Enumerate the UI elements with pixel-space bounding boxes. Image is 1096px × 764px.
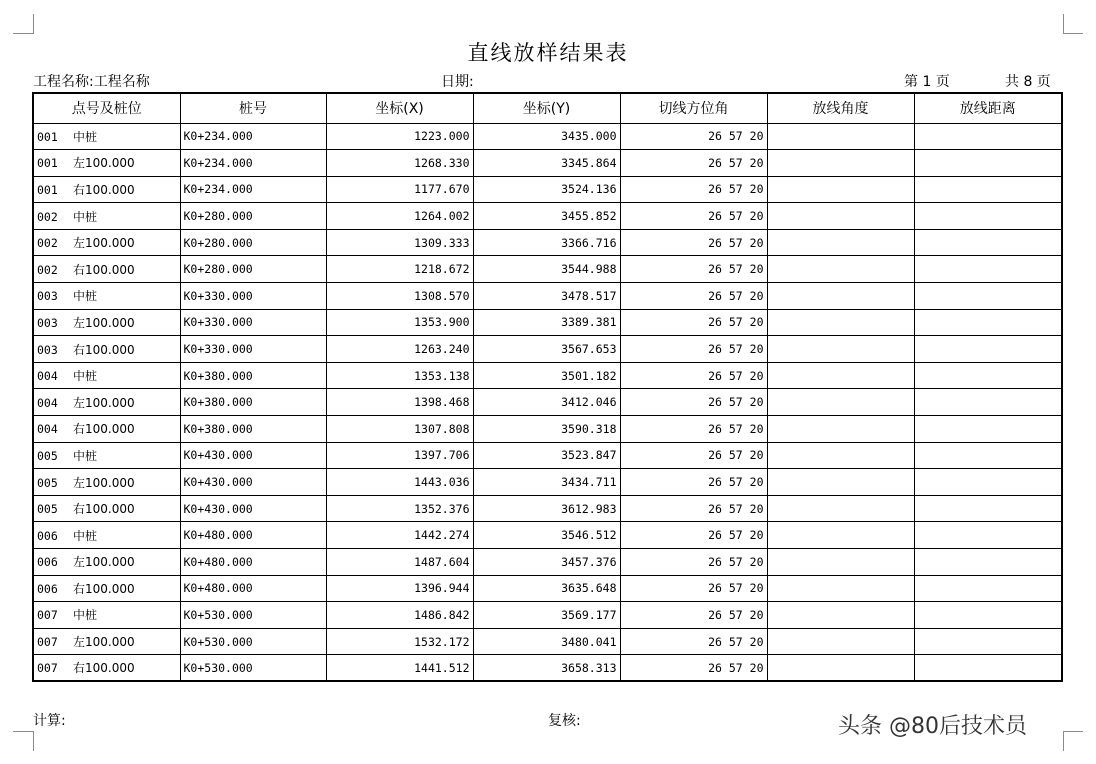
cell-point [33,362,180,389]
table-row [33,416,1062,443]
cell-stakeout-angle [767,389,914,416]
cell-coord-y: 3455.852 [473,203,620,230]
cell-point [33,575,180,602]
cell-stakeout-distance [914,495,1062,522]
cell-tangent-azimuth: 26 57 20 [620,362,767,389]
cell-point [33,229,180,256]
cell-stakeout-angle [767,549,914,576]
stake-position: 右100.000 [73,262,135,277]
cell-coord-x: 1177.670 [326,176,473,203]
header-station: 桩号 [180,93,326,123]
cell-stakeout-distance [914,336,1062,363]
cell-stakeout-distance [914,602,1062,629]
stake-position: 左100.000 [73,555,135,570]
stake-position: 左100.000 [73,156,135,171]
cell-stakeout-angle [767,628,914,655]
table-row [33,362,1062,389]
cell-tangent-azimuth: 26 57 20 [620,176,767,203]
cell-point [33,389,180,416]
header-coord-y: 坐标(Y) [473,93,620,123]
cell-coord-x: 1353.900 [326,309,473,336]
point-id: 005 [37,448,58,463]
point-id: 005 [37,502,58,517]
cell-station: K0+480.000 [180,549,326,576]
stake-position: 左100.000 [73,236,135,251]
cell-station: K0+530.000 [180,628,326,655]
header-coord-x: 坐标(X) [326,93,473,123]
cell-stakeout-angle [767,203,914,230]
point-id: 001 [37,182,58,197]
date-label: 日期: [441,74,474,90]
cell-tangent-azimuth: 26 57 20 [620,389,767,416]
cell-coord-x: 1307.808 [326,416,473,443]
cell-stakeout-distance [914,229,1062,256]
cell-point [33,176,180,203]
cell-coord-y: 3389.381 [473,309,620,336]
cell-station: K0+380.000 [180,362,326,389]
point-id: 006 [37,555,58,570]
stake-position: 左100.000 [73,395,135,410]
cell-tangent-azimuth: 26 57 20 [620,283,767,310]
cell-coord-y: 3544.988 [473,256,620,283]
stake-position: 中桩 [73,129,98,144]
cell-stakeout-angle [767,522,914,549]
cell-point [33,309,180,336]
stake-position: 左100.000 [73,635,135,650]
stake-position: 右100.000 [73,502,135,517]
cell-coord-y: 3658.313 [473,655,620,682]
cell-stakeout-angle [767,309,914,336]
point-id: 006 [37,581,58,596]
cell-tangent-azimuth: 26 57 20 [620,336,767,363]
cell-tangent-azimuth: 26 57 20 [620,549,767,576]
cell-stakeout-distance [914,442,1062,469]
point-id: 003 [37,315,58,330]
cell-stakeout-angle [767,575,914,602]
table-row [33,309,1062,336]
cell-point [33,416,180,443]
table-row [33,495,1062,522]
point-id: 005 [37,475,58,490]
cell-station: K0+330.000 [180,309,326,336]
checked-by-label: 复核: [548,713,581,729]
cell-tangent-azimuth: 26 57 20 [620,256,767,283]
crop-mark [1063,14,1064,34]
cell-coord-x: 1443.036 [326,469,473,496]
cell-coord-x: 1223.000 [326,123,473,150]
table-row [33,655,1062,682]
crop-mark [13,731,33,732]
cell-point [33,495,180,522]
cell-coord-x: 1308.570 [326,283,473,310]
stake-position: 中桩 [73,209,98,224]
cell-coord-x: 1442.274 [326,522,473,549]
cell-stakeout-angle [767,176,914,203]
crop-mark [13,33,33,34]
document-title: 直线放样结果表 [467,41,629,65]
cell-stakeout-distance [914,549,1062,576]
cell-stakeout-angle [767,602,914,629]
cell-tangent-azimuth: 26 57 20 [620,123,767,150]
cell-coord-y: 3501.182 [473,362,620,389]
cell-coord-y: 3569.177 [473,602,620,629]
cell-tangent-azimuth: 26 57 20 [620,229,767,256]
cell-station: K0+430.000 [180,495,326,522]
cell-tangent-azimuth: 26 57 20 [620,469,767,496]
stake-position: 中桩 [73,528,98,543]
cell-stakeout-distance [914,655,1062,682]
cell-tangent-azimuth: 26 57 20 [620,602,767,629]
cell-coord-y: 3523.847 [473,442,620,469]
cell-stakeout-angle [767,283,914,310]
point-id: 007 [37,661,58,676]
header-stakeout-distance: 放线距离 [914,93,1062,123]
header-point-and-position: 点号及桩位 [33,93,180,123]
cell-coord-x: 1486.842 [326,602,473,629]
cell-coord-y: 3567.653 [473,336,620,363]
cell-coord-y: 3635.648 [473,575,620,602]
cell-coord-y: 3546.512 [473,522,620,549]
cell-stakeout-angle [767,655,914,682]
cell-tangent-azimuth: 26 57 20 [620,442,767,469]
table-row [33,522,1062,549]
cell-point [33,283,180,310]
cell-station: K0+280.000 [180,229,326,256]
cell-stakeout-distance [914,309,1062,336]
cell-coord-x: 1264.002 [326,203,473,230]
cell-stakeout-angle [767,416,914,443]
page-number: 第 1 页 [904,74,950,90]
cell-stakeout-distance [914,283,1062,310]
table-row [33,229,1062,256]
cell-stakeout-angle [767,150,914,177]
table-row [33,549,1062,576]
cell-station: K0+280.000 [180,256,326,283]
header-tangent-azimuth: 切线方位角 [620,93,767,123]
point-id: 003 [37,342,58,357]
cell-tangent-azimuth: 26 57 20 [620,628,767,655]
stake-position: 右100.000 [73,422,135,437]
cell-station: K0+480.000 [180,575,326,602]
cell-station: K0+234.000 [180,123,326,150]
stake-position: 中桩 [73,608,98,623]
cell-stakeout-distance [914,256,1062,283]
table-row [33,575,1062,602]
crop-mark [33,14,34,34]
cell-coord-y: 3612.983 [473,495,620,522]
cell-stakeout-distance [914,416,1062,443]
cell-stakeout-distance [914,522,1062,549]
cell-coord-x: 1396.944 [326,575,473,602]
cell-tangent-azimuth: 26 57 20 [620,150,767,177]
point-id: 001 [37,129,58,144]
cell-stakeout-distance [914,389,1062,416]
crop-mark [1063,731,1064,751]
cell-stakeout-distance [914,123,1062,150]
table-row [33,442,1062,469]
cell-stakeout-angle [767,362,914,389]
crop-mark [1063,731,1083,732]
table-row [33,123,1062,150]
cell-stakeout-angle [767,123,914,150]
cell-stakeout-angle [767,229,914,256]
cell-station: K0+530.000 [180,602,326,629]
stake-position: 右100.000 [73,342,135,357]
cell-station: K0+234.000 [180,176,326,203]
cell-point [33,655,180,682]
point-id: 007 [37,608,58,623]
cell-tangent-azimuth: 26 57 20 [620,203,767,230]
cell-coord-x: 1441.512 [326,655,473,682]
cell-point [33,602,180,629]
cell-stakeout-angle [767,336,914,363]
cell-tangent-azimuth: 26 57 20 [620,575,767,602]
cell-stakeout-distance [914,176,1062,203]
cell-coord-y: 3366.716 [473,229,620,256]
stake-position: 中桩 [73,289,98,304]
point-id: 004 [37,395,58,410]
cell-coord-x: 1398.468 [326,389,473,416]
cell-stakeout-distance [914,150,1062,177]
point-id: 001 [37,156,58,171]
cell-stakeout-distance [914,628,1062,655]
cell-point [33,150,180,177]
cell-coord-y: 3434.711 [473,469,620,496]
cell-station: K0+330.000 [180,283,326,310]
table-row [33,176,1062,203]
total-pages: 共 8 页 [1005,74,1051,90]
cell-coord-y: 3590.318 [473,416,620,443]
crop-mark [1063,33,1083,34]
point-id: 006 [37,528,58,543]
table-row [33,389,1062,416]
crop-mark [33,731,34,751]
table-row [33,150,1062,177]
table-row [33,602,1062,629]
project-name-label: 工程名称:工程名称 [33,74,150,90]
cell-station: K0+380.000 [180,416,326,443]
cell-tangent-azimuth: 26 57 20 [620,655,767,682]
cell-coord-y: 3480.041 [473,628,620,655]
cell-stakeout-angle [767,442,914,469]
cell-tangent-azimuth: 26 57 20 [620,495,767,522]
cell-tangent-azimuth: 26 57 20 [620,522,767,549]
cell-coord-x: 1487.604 [326,549,473,576]
cell-tangent-azimuth: 26 57 20 [620,309,767,336]
cell-stakeout-angle [767,469,914,496]
cell-point [33,123,180,150]
cell-coord-y: 3457.376 [473,549,620,576]
point-id: 003 [37,289,58,304]
cell-station: K0+480.000 [180,522,326,549]
point-id: 002 [37,262,58,277]
cell-point [33,256,180,283]
cell-station: K0+330.000 [180,336,326,363]
watermark: 头条 @80后技术员 [838,714,1027,739]
cell-tangent-azimuth: 26 57 20 [620,416,767,443]
stake-position: 右100.000 [73,581,135,596]
header-stakeout-angle: 放线角度 [767,93,914,123]
cell-point [33,628,180,655]
cell-point [33,336,180,363]
cell-coord-y: 3478.517 [473,283,620,310]
cell-stakeout-distance [914,469,1062,496]
cell-coord-x: 1352.376 [326,495,473,522]
table-row [33,628,1062,655]
cell-coord-y: 3435.000 [473,123,620,150]
cell-coord-x: 1397.706 [326,442,473,469]
stake-position: 右100.000 [73,182,135,197]
cell-coord-x: 1309.333 [326,229,473,256]
stake-position: 左100.000 [73,475,135,490]
cell-station: K0+430.000 [180,442,326,469]
cell-point [33,522,180,549]
cell-station: K0+280.000 [180,203,326,230]
table-row [33,336,1062,363]
table-header-row [33,93,1062,123]
table-row [33,283,1062,310]
cell-stakeout-distance [914,203,1062,230]
point-id: 002 [37,236,58,251]
cell-coord-x: 1263.240 [326,336,473,363]
point-id: 004 [37,422,58,437]
stake-position: 中桩 [73,448,98,463]
cell-stakeout-distance [914,575,1062,602]
cell-station: K0+530.000 [180,655,326,682]
cell-coord-x: 1353.138 [326,362,473,389]
cell-point [33,469,180,496]
cell-stakeout-angle [767,256,914,283]
table-row [33,256,1062,283]
stakeout-results-table [32,92,1063,682]
table-row [33,469,1062,496]
cell-coord-y: 3345.864 [473,150,620,177]
cell-coord-y: 3412.046 [473,389,620,416]
cell-station: K0+380.000 [180,389,326,416]
stake-position: 右100.000 [73,661,135,676]
point-id: 002 [37,209,58,224]
calculated-by-label: 计算: [33,713,66,729]
cell-point [33,549,180,576]
stake-position: 左100.000 [73,315,135,330]
point-id: 007 [37,635,58,650]
cell-coord-x: 1532.172 [326,628,473,655]
cell-coord-x: 1218.672 [326,256,473,283]
point-id: 004 [37,369,58,384]
table-row [33,203,1062,230]
cell-point [33,203,180,230]
cell-stakeout-angle [767,495,914,522]
cell-coord-y: 3524.136 [473,176,620,203]
cell-point [33,442,180,469]
cell-station: K0+234.000 [180,150,326,177]
cell-stakeout-distance [914,362,1062,389]
cell-coord-x: 1268.330 [326,150,473,177]
cell-station: K0+430.000 [180,469,326,496]
stake-position: 中桩 [73,369,98,384]
